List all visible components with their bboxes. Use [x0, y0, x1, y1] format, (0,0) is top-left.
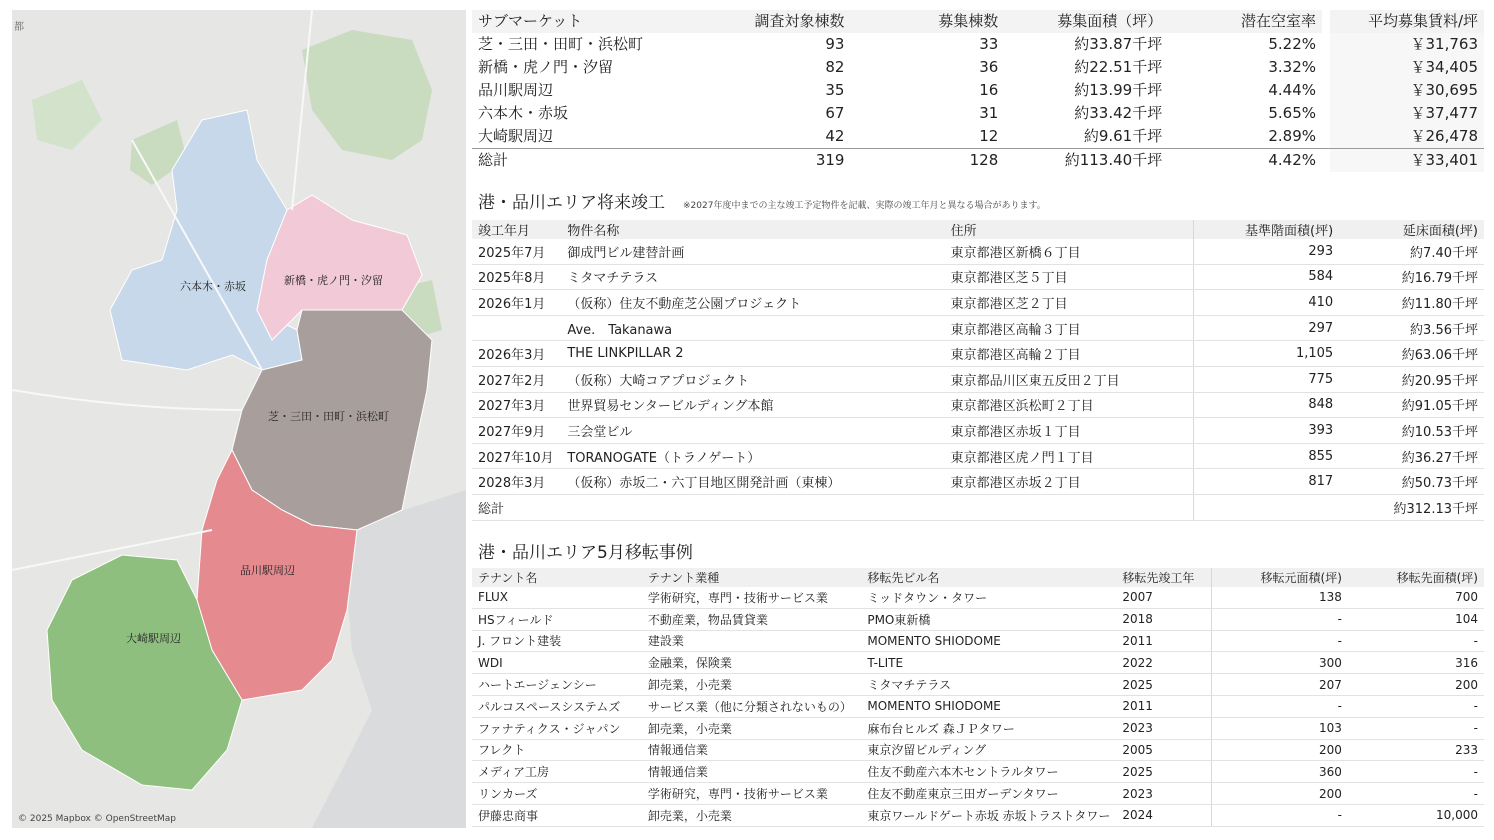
- cell: 東京都港区赤坂２丁目: [945, 469, 1194, 495]
- cell: 金融業，保険業: [642, 652, 862, 674]
- col-surveyed[interactable]: 調査対象棟数: [687, 10, 851, 33]
- cell: 393: [1194, 418, 1339, 444]
- future-header-row: [472, 220, 1484, 239]
- cell: -: [1348, 630, 1484, 652]
- cell: 12: [979, 127, 999, 145]
- park-imperial: [302, 30, 432, 160]
- cell: 855: [1194, 443, 1339, 469]
- cell: 360: [1211, 761, 1348, 783]
- cell: THE LINKPILLAR 2: [561, 341, 944, 367]
- table-row[interactable]: [472, 341, 1484, 367]
- cell: 775: [1194, 366, 1339, 392]
- table-row[interactable]: [472, 264, 1484, 290]
- cell: 約11.80千坪: [1339, 290, 1484, 316]
- cell: サービス業（他に分類されないもの）: [642, 695, 862, 717]
- relocation-header-row: [472, 568, 1484, 587]
- gap: [1322, 10, 1330, 33]
- gap: [1322, 79, 1330, 102]
- cell: 2028年3月: [472, 469, 561, 495]
- cell: ￥31,763: [1330, 33, 1484, 56]
- cell: ￥30,695: [1330, 79, 1484, 102]
- cell: 約9.61千坪: [1083, 127, 1163, 145]
- cell: 31: [979, 104, 999, 122]
- table-row[interactable]: [472, 608, 1484, 630]
- cell: 584: [1194, 264, 1339, 290]
- cell: （仮称）赤坂二・六丁目地区開発計画（東棟）: [561, 469, 944, 495]
- cell: 2025年8月: [472, 264, 561, 290]
- table-row[interactable]: [472, 739, 1484, 761]
- cell: 2023: [1116, 717, 1211, 739]
- cell: 104: [1348, 608, 1484, 630]
- park-b: [32, 80, 102, 150]
- cell: FLUX: [472, 587, 642, 608]
- cell: [472, 315, 561, 341]
- cell: 2025: [1116, 674, 1211, 696]
- cell: ￥37,477: [1330, 102, 1484, 125]
- cell: 2025: [1116, 761, 1211, 783]
- col-industry[interactable]: テナント業種: [642, 568, 862, 587]
- cell: ミタマチテラス: [861, 674, 1116, 696]
- gap: [1322, 56, 1330, 79]
- cell: 2027年3月: [472, 392, 561, 418]
- cell: 学術研究，専門・技術サービス業: [642, 783, 862, 805]
- cell: -: [1348, 761, 1484, 783]
- cell: -: [1348, 783, 1484, 805]
- cell: 817: [1194, 469, 1339, 495]
- cell: TORANOGATE（トラノゲート）: [561, 443, 944, 469]
- cell: 5.65%: [1268, 104, 1317, 122]
- col-floor-area[interactable]: 基準階面積(坪): [1194, 220, 1339, 239]
- cell: 約63.06千坪: [1339, 341, 1484, 367]
- cell: 42: [825, 127, 845, 145]
- table-row[interactable]: [472, 366, 1484, 392]
- cell: 約16.79千坪: [1339, 264, 1484, 290]
- cell: 36: [979, 58, 999, 76]
- cell: 麻布台ヒルズ 森ＪＰタワー: [861, 717, 1116, 739]
- cell: 約36.27千坪: [1339, 443, 1484, 469]
- cell: 東京都港区浜松町２丁目: [945, 392, 1194, 418]
- label-shimbashi: 新橋・虎ノ門・汐留: [284, 274, 383, 287]
- gap: [1322, 149, 1330, 173]
- cell: 卸売業，小売業: [642, 804, 862, 826]
- col-address[interactable]: 住所: [945, 220, 1194, 239]
- cell: 2026年1月: [472, 290, 561, 316]
- table-row[interactable]: [472, 239, 1484, 264]
- cell: 5.22%: [1268, 35, 1317, 53]
- cell: 2024: [1116, 804, 1211, 826]
- cell: 4.44%: [1268, 81, 1317, 99]
- cell: -: [1211, 608, 1348, 630]
- table-row[interactable]: [472, 102, 1484, 125]
- table-row[interactable]: [472, 315, 1484, 341]
- cell: 約91.05千坪: [1339, 392, 1484, 418]
- cell: 2011: [1116, 695, 1211, 717]
- gap: [1322, 102, 1330, 125]
- cell: 卸売業，小売業: [642, 674, 862, 696]
- col-submarket[interactable]: サブマーケット: [472, 10, 687, 33]
- cell: 700: [1348, 587, 1484, 608]
- cell: -: [1348, 717, 1484, 739]
- cell: 319: [687, 149, 851, 173]
- cell: 約10.53千坪: [1339, 418, 1484, 444]
- gap: [1322, 125, 1330, 149]
- col-listing-count[interactable]: 募集棟数: [850, 10, 1004, 33]
- cell: -: [1211, 804, 1348, 826]
- cell: 67: [825, 104, 845, 122]
- cell: 2027年9月: [472, 418, 561, 444]
- cell: フレクト: [472, 739, 642, 761]
- cell: 約20.95千坪: [1339, 366, 1484, 392]
- cell: 297: [1194, 315, 1339, 341]
- cell: 410: [1194, 290, 1339, 316]
- cell-name: 新橋・虎ノ門・汐留: [478, 58, 614, 76]
- cell: 1,105: [1194, 341, 1339, 367]
- cell: ￥34,405: [1330, 56, 1484, 79]
- map-corner-label: 都: [14, 22, 24, 33]
- total-row[interactable]: [472, 494, 1484, 520]
- cell: HSフィールド: [472, 608, 642, 630]
- label-osaki: 大崎駅周辺: [126, 632, 181, 645]
- cell: [1194, 494, 1339, 520]
- cell: 2027年2月: [472, 366, 561, 392]
- cell: 約3.56千坪: [1339, 315, 1484, 341]
- cell: 2.89%: [1268, 127, 1317, 145]
- cell: -: [1211, 695, 1348, 717]
- table-row[interactable]: [472, 630, 1484, 652]
- table-row[interactable]: [472, 695, 1484, 717]
- map[interactable]: [12, 10, 466, 828]
- future-table: [472, 220, 1484, 521]
- cell: 2005: [1116, 739, 1211, 761]
- cell: 東京都港区新橋６丁目: [945, 239, 1194, 264]
- col-tenant[interactable]: テナント名: [472, 568, 642, 587]
- label-shiba-mita: 芝・三田・田町・浜松町: [268, 410, 389, 423]
- table-row[interactable]: [472, 804, 1484, 826]
- relocation-title: 港・品川エリア5月移転事例: [478, 543, 693, 563]
- cell: リンカーズ: [472, 783, 642, 805]
- cell: 138: [1211, 587, 1348, 608]
- submarket-header-row: [472, 10, 1484, 33]
- col-completion[interactable]: 竣工年月: [472, 220, 561, 239]
- cell: ￥26,478: [1330, 125, 1484, 149]
- cell: 128: [850, 149, 1004, 173]
- cell: 住友不動産東京三田ガーデンタワー: [861, 783, 1116, 805]
- cell: 316: [1348, 652, 1484, 674]
- cell: 建設業: [642, 630, 862, 652]
- cell: MOMENTO SHIODOME: [861, 630, 1116, 652]
- submarket-table: [472, 10, 1484, 172]
- cell: 82: [825, 58, 845, 76]
- cell: ファナティクス・ジャパン: [472, 717, 642, 739]
- cell: MOMENTO SHIODOME: [861, 695, 1116, 717]
- cell: Ave. Takanawa: [561, 315, 944, 341]
- table-row[interactable]: [472, 33, 1484, 56]
- cell: 300: [1211, 652, 1348, 674]
- cell-name: 品川駅周辺: [478, 81, 554, 99]
- cell: 2023: [1116, 783, 1211, 805]
- label-roppongi-akasaka: 六本木・赤坂: [180, 280, 246, 293]
- table-row[interactable]: [472, 392, 1484, 418]
- col-to-area[interactable]: 移転先面積(坪): [1348, 568, 1484, 587]
- table-row[interactable]: [472, 587, 1484, 608]
- cell: 16: [979, 81, 999, 99]
- cell: 約50.73千坪: [1339, 469, 1484, 495]
- table-row[interactable]: [472, 443, 1484, 469]
- cell: ハートエージェンシー: [472, 674, 642, 696]
- cell-name: 大崎駅周辺: [478, 127, 554, 145]
- cell: 4.42%: [1168, 149, 1322, 173]
- cell: 約33.42千坪: [1074, 104, 1163, 122]
- cell: 情報通信業: [642, 739, 862, 761]
- cell: （仮称）大崎コアプロジェクト: [561, 366, 944, 392]
- table-row[interactable]: [472, 761, 1484, 783]
- cell: 293: [1194, 239, 1339, 264]
- cell: PMO東新橋: [861, 608, 1116, 630]
- cell: [561, 494, 944, 520]
- cell: 東京都品川区東五反田２丁目: [945, 366, 1194, 392]
- table-row[interactable]: [472, 79, 1484, 102]
- cell: 約33.87千坪: [1074, 35, 1163, 53]
- cell: 不動産業，物品賃貸業: [642, 608, 862, 630]
- total-label: 総計: [472, 494, 561, 520]
- future-note: ※2027年度中までの主な竣工予定物件を記載、実際の竣工年月と異なる場合があります。: [683, 201, 1046, 211]
- cell: 103: [1211, 717, 1348, 739]
- map-attribution[interactable]: © 2025 Mapbox © OpenStreetMap: [18, 814, 176, 824]
- cell: 約312.13千坪: [1339, 494, 1484, 520]
- cell: 200: [1211, 783, 1348, 805]
- col-building[interactable]: 移転先ビル名: [861, 568, 1116, 587]
- map-canvas[interactable]: [12, 10, 466, 828]
- cell: 約113.40千坪: [1004, 149, 1168, 173]
- cell: 約7.40千坪: [1339, 239, 1484, 264]
- label-shinagawa: 品川駅周辺: [240, 564, 295, 577]
- future-title: 港・品川エリア将来竣工: [478, 193, 665, 213]
- cell: 2026年3月: [472, 341, 561, 367]
- cell: 東京ワールドゲート赤坂 赤坂トラストタワー: [861, 804, 1116, 826]
- cell: 世界貿易センタービルディング本館: [561, 392, 944, 418]
- cell-name: 芝・三田・田町・浜松町: [478, 35, 644, 53]
- cell: 学術研究，専門・技術サービス業: [642, 587, 862, 608]
- cell: 東京都港区芝５丁目: [945, 264, 1194, 290]
- col-property[interactable]: 物件名称: [561, 220, 944, 239]
- cell: 東京都港区芝２丁目: [945, 290, 1194, 316]
- cell: 10,000: [1348, 804, 1484, 826]
- cell: 御成門ビル建替計画: [561, 239, 944, 264]
- table-row[interactable]: [472, 418, 1484, 444]
- cell: 207: [1211, 674, 1348, 696]
- table-row[interactable]: [472, 674, 1484, 696]
- cell: パルコスペースシステムズ: [472, 695, 642, 717]
- cell: 東京都港区高輪３丁目: [945, 315, 1194, 341]
- cell: 3.32%: [1268, 58, 1317, 76]
- cell: ミタマチテラス: [561, 264, 944, 290]
- cell: 東京都港区赤坂１丁目: [945, 418, 1194, 444]
- cell: 200: [1211, 739, 1348, 761]
- cell: 2027年10月: [472, 443, 561, 469]
- cell: 東京汐留ビルディング: [861, 739, 1116, 761]
- cell: 伊藤忠商事: [472, 804, 642, 826]
- cell: 情報通信業: [642, 761, 862, 783]
- cell: 住友不動産六本木セントラルタワー: [861, 761, 1116, 783]
- table-row[interactable]: [472, 469, 1484, 495]
- cell: -: [1348, 695, 1484, 717]
- cell: 卸売業，小売業: [642, 717, 862, 739]
- cell: メディア工房: [472, 761, 642, 783]
- cell: -: [1211, 630, 1348, 652]
- cell: ￥33,401: [1330, 149, 1484, 173]
- cell: 93: [825, 35, 845, 53]
- col-total-area[interactable]: 延床面積(坪): [1339, 220, 1484, 239]
- table-row[interactable]: [472, 125, 1484, 149]
- cell: 約13.99千坪: [1074, 81, 1163, 99]
- table-row[interactable]: [472, 783, 1484, 805]
- cell: 2018: [1116, 608, 1211, 630]
- cell: 2007: [1116, 587, 1211, 608]
- table-row[interactable]: [472, 717, 1484, 739]
- cell: 233: [1348, 739, 1484, 761]
- cell: 約22.51千坪: [1074, 58, 1163, 76]
- col-avg-rent[interactable]: 平均募集賃料/坪: [1330, 10, 1484, 33]
- cell: J. フロント建装: [472, 630, 642, 652]
- cell: 2022: [1116, 652, 1211, 674]
- relocation-table: [472, 568, 1484, 827]
- col-listing-area[interactable]: 募集面積（坪）: [1004, 10, 1168, 33]
- cell: （仮称）住友不動産芝公園プロジェクト: [561, 290, 944, 316]
- cell: 200: [1348, 674, 1484, 696]
- cell: ミッドタウン・タワー: [861, 587, 1116, 608]
- table-row[interactable]: [472, 652, 1484, 674]
- gap: [1322, 33, 1330, 56]
- col-vacancy[interactable]: 潜在空室率: [1168, 10, 1322, 33]
- future-section-header: [478, 188, 1046, 213]
- col-from-area[interactable]: 移転元面積(坪): [1211, 568, 1348, 587]
- cell: 33: [979, 35, 999, 53]
- table-row[interactable]: [472, 290, 1484, 316]
- total-label: 総計: [472, 149, 687, 173]
- cell: WDI: [472, 652, 642, 674]
- cell-name: 六本木・赤坂: [478, 104, 569, 122]
- cell: 三会堂ビル: [561, 418, 944, 444]
- cell: [945, 494, 1194, 520]
- cell: 848: [1194, 392, 1339, 418]
- cell: 2025年7月: [472, 239, 561, 264]
- col-built-year[interactable]: 移転先竣工年: [1116, 568, 1211, 587]
- total-row[interactable]: [472, 149, 1484, 173]
- table-row[interactable]: [472, 56, 1484, 79]
- cell: 東京都港区高輪２丁目: [945, 341, 1194, 367]
- cell: 2011: [1116, 630, 1211, 652]
- cell: T-LITE: [861, 652, 1116, 674]
- cell: 東京都港区虎ノ門１丁目: [945, 443, 1194, 469]
- cell: 35: [825, 81, 845, 99]
